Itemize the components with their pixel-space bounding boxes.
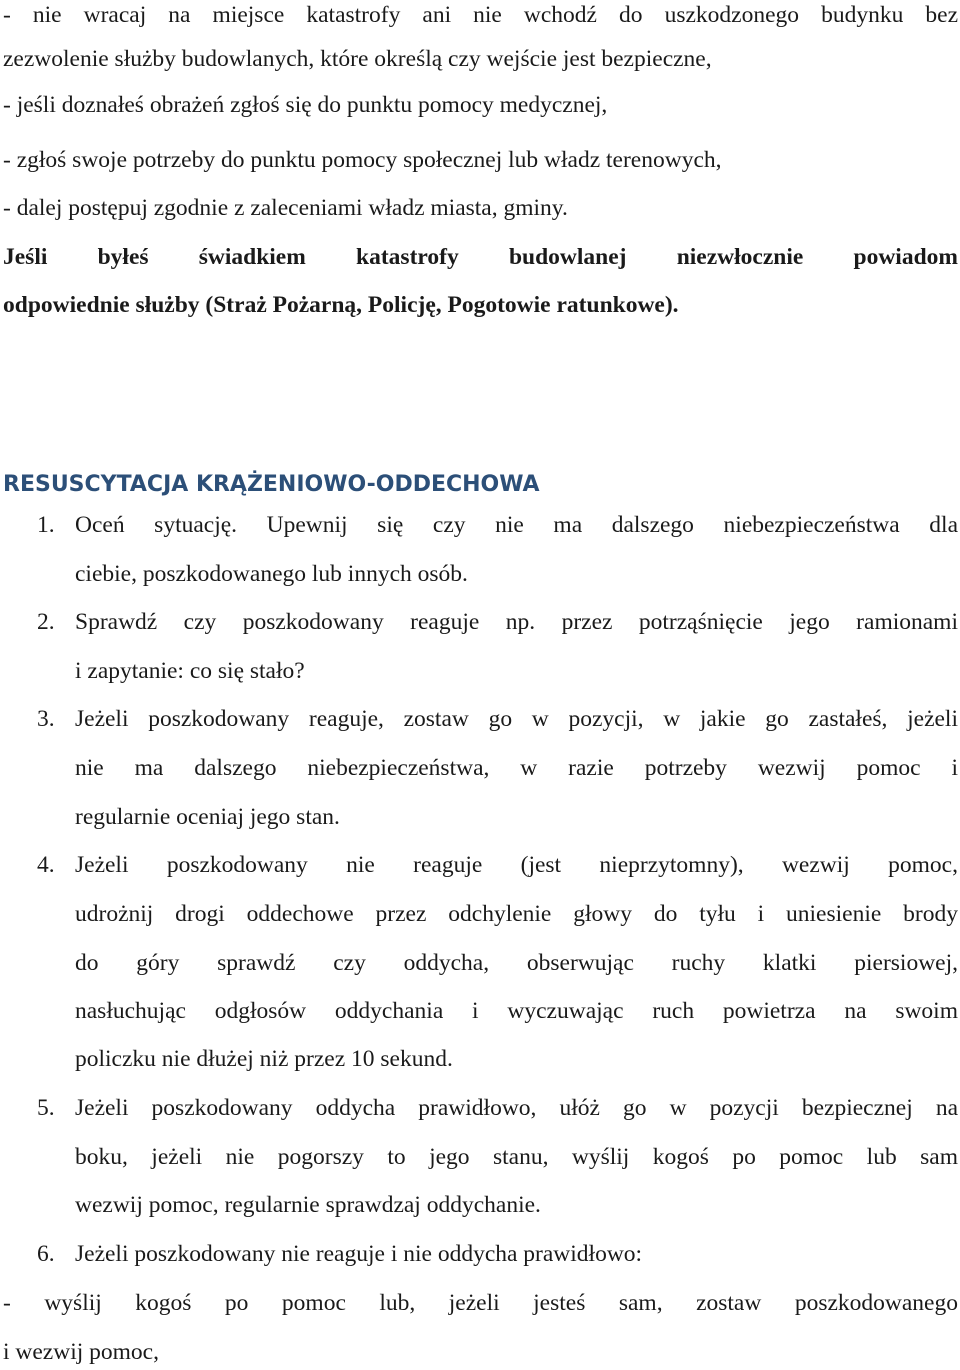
step-number: 2. [37, 609, 55, 635]
step-line: nie ma dalszego niebezpieczeństwa, w razie potrzeby wezwij pomoc i [75, 755, 958, 781]
intro-line: - nie wracaj na miejsce katastrofy ani nie wchodź do uszkodzonego budynku bez [3, 2, 958, 28]
intro-line: - dalej postępuj zgodnie z zaleceniami władz miasta, gminy. [3, 195, 568, 221]
section-heading: RESUSCYTACJA KRĄŻENIOWO-ODDECHOWA [3, 472, 540, 497]
step-line: do góry sprawdź czy oddycha, obserwując ruchy klatki piersiowej, [75, 950, 958, 976]
intro-line: - jeśli doznałeś obrażeń zgłoś się do punktu pomocy medycznej, [3, 92, 608, 118]
step-line: Sprawdź czy poszkodowany reaguje np. przez potrząśnięcie jego ramionami [75, 609, 958, 635]
step-line: Jeżeli poszkodowany reaguje, zostaw go w pozycji, w jakie go zastałeś, jeżeli [75, 706, 958, 732]
step-line: regularnie oceniaj jego stan. [75, 804, 340, 830]
step-line: Jeżeli poszkodowany oddycha prawidłowo, ułóż go w pozycji bezpiecznej na [75, 1095, 958, 1121]
step-line: Jeżeli poszkodowany nie reaguje (jest nieprzytomny), wezwij pomoc, [75, 852, 958, 878]
step-line: nasłuchując odgłosów oddychania i wyczuwając ruch powietrza na swoim [75, 998, 958, 1024]
step-number: 5. [37, 1095, 55, 1121]
step-line: ciebie, poszkodowanego lub innych osób. [75, 561, 468, 587]
step-line: Oceń sytuację. Upewnij się czy nie ma dalszego niebezpieczeństwa dla [75, 512, 958, 538]
step-line: boku, jeżeli nie pogorszy to jego stanu, wyślij kogoś po pomoc lub sam [75, 1144, 958, 1170]
intro-line: zezwolenie służby budowlanych, które określą czy wejście jest bezpieczne, [3, 46, 712, 72]
closing-line: i wezwij pomoc, [3, 1339, 159, 1365]
intro-line: - zgłoś swoje potrzeby do punktu pomocy społecznej lub władz terenowych, [3, 147, 722, 173]
step-line: i zapytanie: co się stało? [75, 658, 305, 684]
bold-notice-line: odpowiednie służby (Straż Pożarną, Policję, Pogotowie ratunkowe). [3, 292, 679, 318]
step-line: Jeżeli poszkodowany nie reaguje i nie oddycha prawidłowo: [75, 1241, 643, 1267]
step-number: 4. [37, 852, 55, 878]
step-number: 6. [37, 1241, 55, 1267]
step-line: policzku nie dłużej niż przez 10 sekund. [75, 1046, 453, 1072]
bold-notice-line: Jeśli byłeś świadkiem katastrofy budowlanej niezwłocznie powiadom [3, 244, 958, 270]
step-number: 3. [37, 706, 55, 732]
step-number: 1. [37, 512, 55, 538]
closing-line: - wyślij kogoś po pomoc lub, jeżeli jesteś sam, zostaw poszkodowanego [3, 1290, 958, 1316]
step-line: udrożnij drogi oddechowe przez odchylenie głowy do tyłu i uniesienie brody [75, 901, 958, 927]
step-line: wezwij pomoc, regularnie sprawdzaj oddychanie. [75, 1192, 541, 1218]
